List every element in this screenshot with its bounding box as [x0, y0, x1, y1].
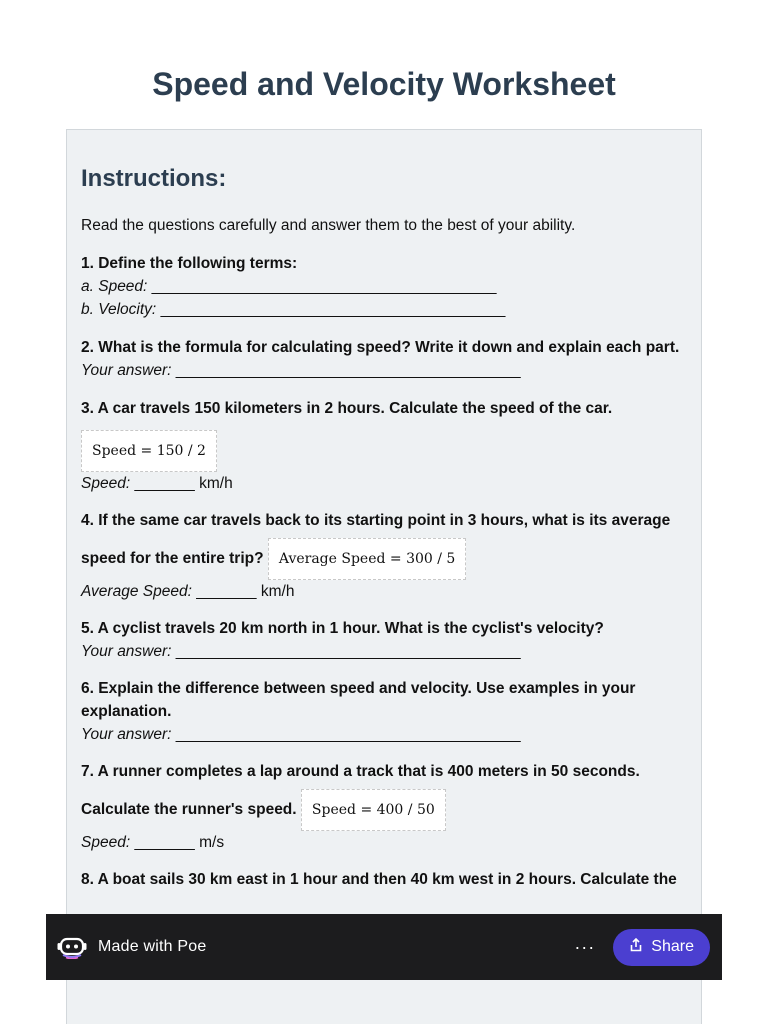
page-title: Speed and Velocity Worksheet [152, 66, 616, 102]
question-7-line2 [81, 789, 687, 831]
q7-answer [81, 831, 687, 854]
question-3: 3. A car travels 150 kilometers in 2 hours. Calculate the speed of the car. [81, 400, 613, 417]
q1-answer-velocity [81, 298, 687, 321]
q7-unit: m/s [199, 834, 225, 851]
q7-formula: Speed = 400 / 50 [301, 789, 446, 831]
share-label: Share [651, 938, 694, 955]
q6-blank[interactable]: ________________________________________ [175, 726, 521, 743]
share-icon [629, 938, 643, 957]
q4-text-line2: speed for the entire trip? [81, 550, 264, 568]
question-2: 2. What is the formula for calculating speed? Write it down and explain each part. [81, 339, 680, 356]
q2-answer-label: Your answer: [81, 362, 172, 379]
q2-answer [81, 359, 687, 382]
q3-answer-label: Speed: [81, 475, 131, 492]
question-6: 6. Explain the difference between speed and velocity. Use examples in your explanation. [81, 680, 636, 720]
poe-robot-icon[interactable] [56, 933, 88, 961]
q4-answer [81, 580, 687, 603]
question-7-line1: 7. A runner completes a lap around a track that is 400 meters in 50 seconds. [81, 763, 640, 780]
q6-answer-label: Your answer: [81, 726, 172, 743]
q2-blank[interactable]: ________________________________________ [175, 362, 521, 379]
q5-blank[interactable]: ________________________________________ [175, 643, 521, 660]
q5-answer-label: Your answer: [81, 643, 172, 660]
q4-answer-label: Average Speed: [81, 583, 192, 600]
worksheet-panel [66, 129, 702, 1024]
q1-answer-speed [81, 275, 687, 298]
question-4-line2 [81, 538, 687, 580]
q7-blank[interactable]: _______ [134, 834, 195, 851]
q4-blank[interactable]: _______ [196, 583, 257, 600]
question-4-line1: 4. If the same car travels back to its starting point in 3 hours, what is its average [81, 512, 671, 529]
instructions-heading: Instructions: [81, 165, 227, 192]
q1-a-blank[interactable]: ________________________________________ [151, 278, 497, 295]
q4-unit: km/h [260, 583, 295, 600]
poe-footer-bar [46, 914, 722, 980]
q1-b-blank[interactable]: ________________________________________ [160, 301, 506, 318]
q3-blank[interactable]: _______ [134, 475, 195, 492]
instructions-intro: Read the questions carefully and answer them to the best of your ability. [81, 217, 576, 234]
q5-answer [81, 640, 687, 663]
q3-formula: Speed = 150 / 2 [81, 430, 217, 472]
made-with-poe-label[interactable]: Made with Poe [98, 938, 207, 955]
q4-formula: Average Speed = 300 / 5 [268, 538, 466, 580]
question-1: 1. Define the following terms: [81, 255, 298, 272]
question-8: 8. A boat sails 30 km east in 1 hour and then 40 km west in 2 hours. Calculate the [81, 871, 677, 888]
more-options-icon[interactable]: ··· [574, 936, 596, 957]
q1-a-label: a. Speed: [81, 278, 148, 295]
q3-unit: km/h [199, 475, 233, 492]
share-button[interactable] [613, 929, 710, 966]
q3-answer [81, 472, 687, 495]
q1-b-label: b. Velocity: [81, 301, 157, 318]
q7-text-line2: Calculate the runner's speed. [81, 801, 297, 819]
q6-answer [81, 723, 687, 746]
q7-answer-label: Speed: [81, 834, 131, 851]
question-5: 5. A cyclist travels 20 km north in 1 hour. What is the cyclist's velocity? [81, 620, 604, 637]
